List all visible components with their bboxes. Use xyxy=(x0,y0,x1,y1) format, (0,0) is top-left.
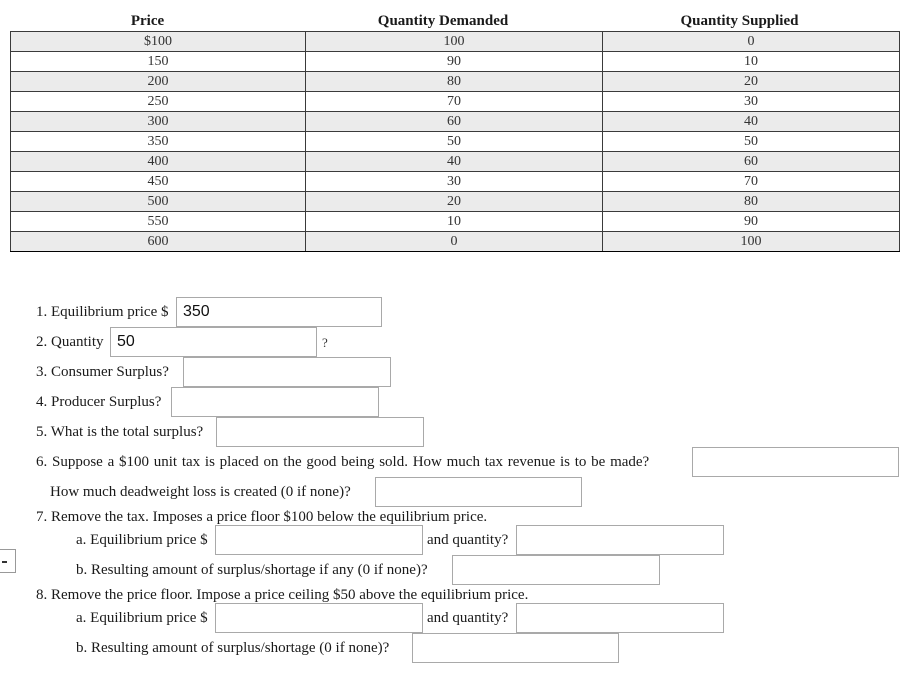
qd-cell: 80 xyxy=(306,72,603,92)
qs-cell: 70 xyxy=(603,172,900,192)
header-price: Price xyxy=(130,13,165,29)
qd-cell: 0 xyxy=(306,232,603,252)
price-cell: 200 xyxy=(11,72,306,92)
quantity-input[interactable]: 50 xyxy=(110,327,317,357)
qs-cell: 30 xyxy=(603,92,900,112)
q1-label: 1. Equilibrium price $ xyxy=(36,304,169,320)
price-cell: 450 xyxy=(11,172,306,192)
table-row xyxy=(11,52,900,72)
header-quantity-supplied: Quantity Supplied xyxy=(680,13,799,29)
price-cell: 250 xyxy=(11,92,306,112)
floor-equilibrium-price-input[interactable] xyxy=(215,525,423,555)
table-row xyxy=(11,192,900,212)
qs-cell: 80 xyxy=(603,192,900,212)
qd-cell: 90 xyxy=(306,52,603,72)
qd-cell: 30 xyxy=(306,172,603,192)
table-row xyxy=(11,132,900,152)
qs-cell: 60 xyxy=(603,152,900,172)
price-cell: 300 xyxy=(11,112,306,132)
qs-cell: 50 xyxy=(603,132,900,152)
table-row xyxy=(11,232,900,252)
q7-label: 7. Remove the tax. Imposes a price floor $100 below the equilibrium price. xyxy=(36,509,488,525)
qd-cell: 50 xyxy=(306,132,603,152)
supply-demand-table xyxy=(10,31,900,252)
q7b-label: b. Resulting amount of surplus/shortage if any (0 if none)? xyxy=(76,562,428,578)
table-row xyxy=(11,112,900,132)
total-surplus-input[interactable] xyxy=(216,417,424,447)
tax-revenue-input[interactable] xyxy=(692,447,899,477)
header-quantity-demanded: Quantity Demanded xyxy=(377,13,509,29)
price-cell: 150 xyxy=(11,52,306,72)
q2-label: 2. Quantity xyxy=(36,334,104,350)
consumer-surplus-input[interactable] xyxy=(183,357,391,387)
table-row xyxy=(11,212,900,232)
table-header xyxy=(10,11,900,31)
deadweight-loss-input[interactable] xyxy=(375,477,582,507)
q5-label: 5. What is the total surplus? xyxy=(36,424,204,440)
q8a-label: a. Equilibrium price $ xyxy=(76,610,208,626)
ceiling-surplus-shortage-input[interactable] xyxy=(412,633,619,663)
q6b-label: How much deadweight loss is created (0 if none)? xyxy=(50,484,351,500)
quantity-trailing-mark: ? xyxy=(322,335,328,350)
qs-cell: 0 xyxy=(603,32,900,52)
table-row xyxy=(11,32,900,52)
q8b-label: b. Resulting amount of surplus/shortage (0 if none)? xyxy=(76,640,390,656)
qd-cell: 20 xyxy=(306,192,603,212)
price-cell: 500 xyxy=(11,192,306,212)
floor-quantity-input[interactable] xyxy=(516,525,724,555)
price-cell: 600 xyxy=(11,232,306,252)
q8-and-quantity-label: and quantity? xyxy=(427,610,509,626)
q7a-label: a. Equilibrium price $ xyxy=(76,532,208,548)
floor-surplus-shortage-input[interactable] xyxy=(452,555,660,585)
q4-label: 4. Producer Surplus? xyxy=(36,394,162,410)
qs-cell: 100 xyxy=(603,232,900,252)
q3-label: 3. Consumer Surplus? xyxy=(36,364,169,380)
q6-label: 6. Suppose a $100 unit tax is placed on the good being sold. How much tax revenue is to be made? xyxy=(36,454,650,470)
producer-surplus-input[interactable] xyxy=(171,387,379,417)
qs-cell: 20 xyxy=(603,72,900,92)
qd-cell: 70 xyxy=(306,92,603,112)
qd-cell: 60 xyxy=(306,112,603,132)
table-row xyxy=(11,92,900,112)
price-cell: 350 xyxy=(11,132,306,152)
equilibrium-price-input[interactable]: 350 xyxy=(176,297,382,327)
price-cell: 550 xyxy=(11,212,306,232)
ceiling-equilibrium-price-input[interactable] xyxy=(215,603,423,633)
qd-cell: 40 xyxy=(306,152,603,172)
price-cell: 400 xyxy=(11,152,306,172)
q7-and-quantity-label: and quantity? xyxy=(427,532,509,548)
q8-label: 8. Remove the price floor. Impose a price ceiling $50 above the equilibrium price. xyxy=(36,587,529,603)
ceiling-quantity-input[interactable] xyxy=(516,603,724,633)
table-row xyxy=(11,72,900,92)
price-cell: $100 xyxy=(11,32,306,52)
qs-cell: 40 xyxy=(603,112,900,132)
table-row xyxy=(11,152,900,172)
qd-cell: 100 xyxy=(306,32,603,52)
side-panel-handle-icon[interactable] xyxy=(0,549,16,573)
table-row xyxy=(11,172,900,192)
qs-cell: 10 xyxy=(603,52,900,72)
qs-cell: 90 xyxy=(603,212,900,232)
qd-cell: 10 xyxy=(306,212,603,232)
